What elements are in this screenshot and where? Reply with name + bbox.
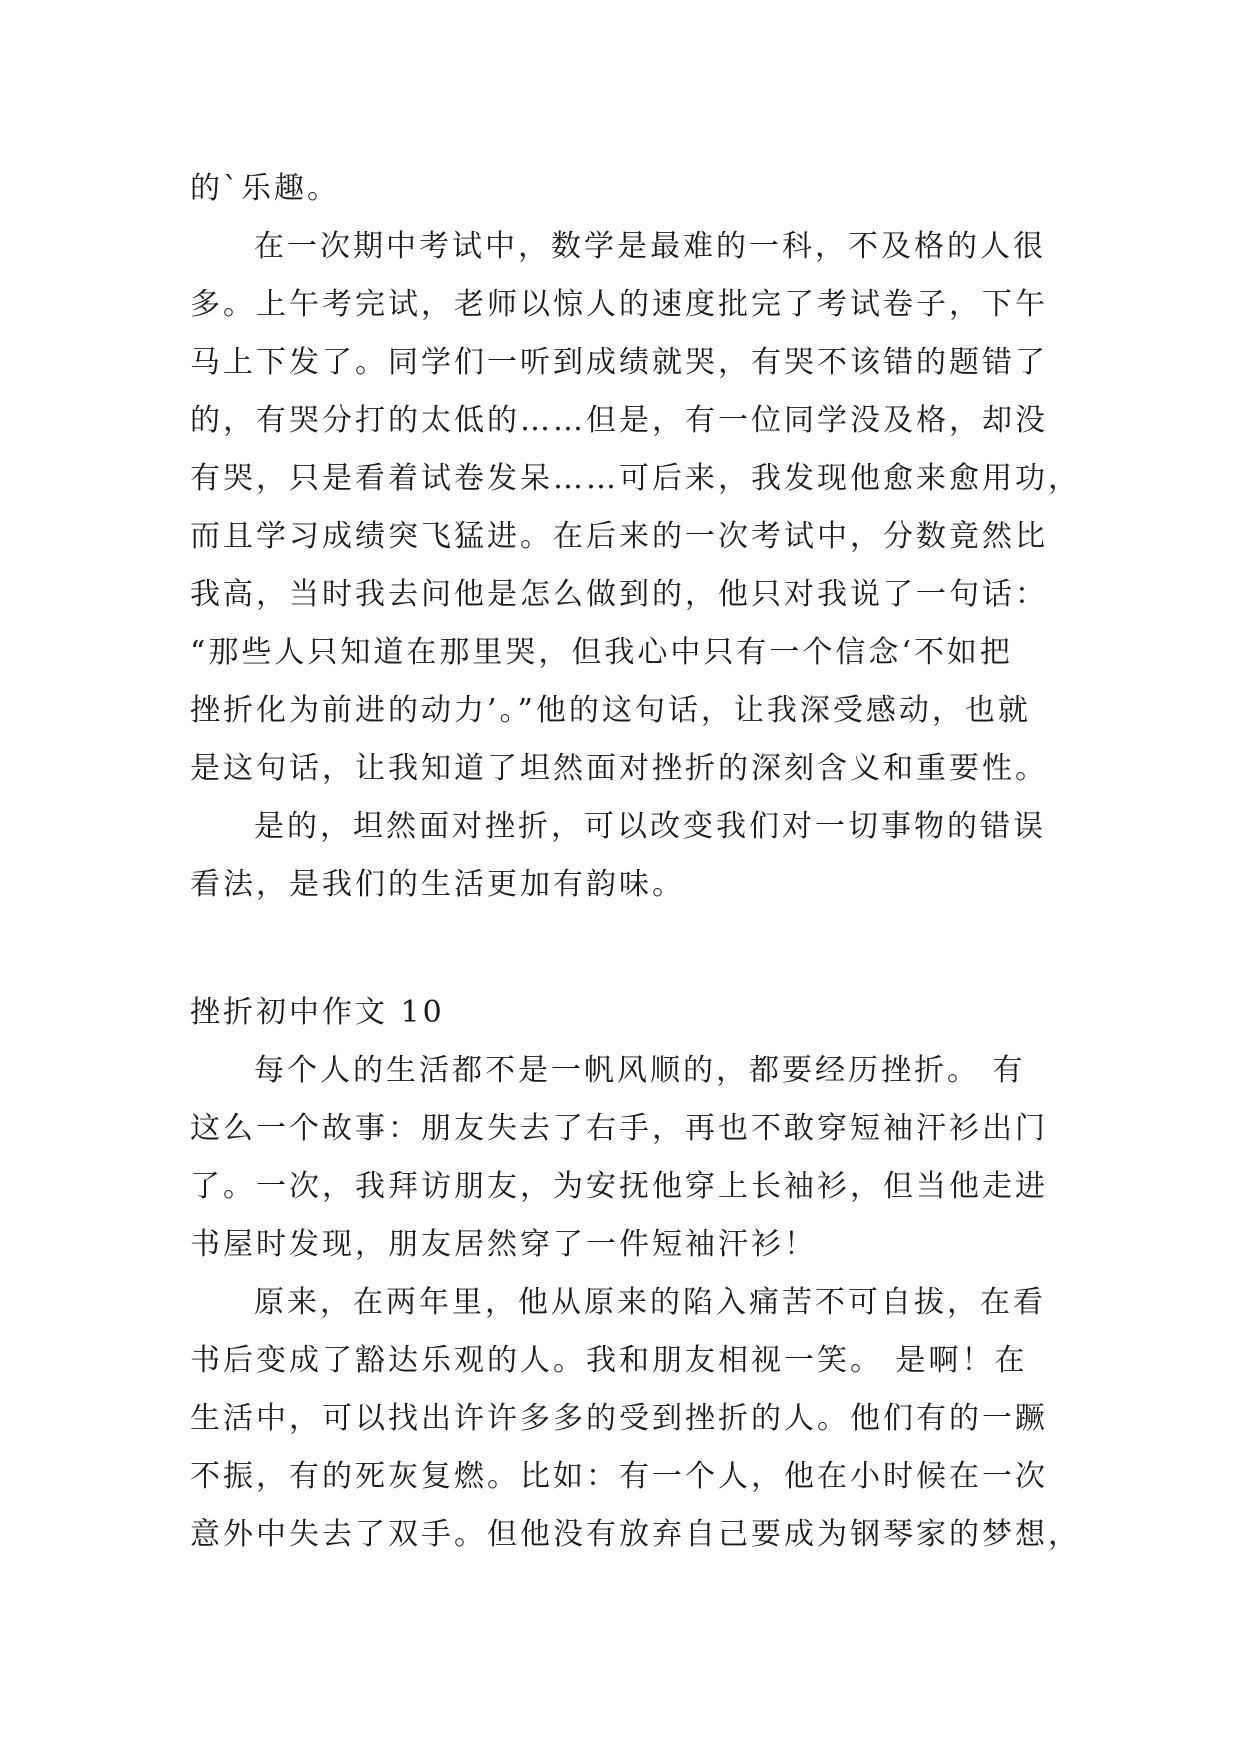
text-line: 书后变成了豁达乐观的人。我和朋友相视一笑。 是啊！在: [190, 1343, 1028, 1378]
text-line: 的，有哭分打的太低的……但是，有一位同学没及格，却没: [190, 403, 1048, 438]
text-line: 这么一个故事：朋友失去了右手，再也不敢穿短袖汗衫出门: [190, 1111, 1048, 1146]
text-line: “那些人只知道在那里哭，但我心中只有一个信念‘不如把: [190, 635, 1013, 670]
paragraph-start-line: 每个人的生活都不是一帆风顺的，都要经历挫折。 有: [254, 1053, 1026, 1088]
text-line: 的`乐趣。: [190, 171, 340, 206]
paragraph-start-line: 在一次期中考试中，数学是最难的一科，不及格的人很: [254, 229, 1046, 264]
text-line: 是这句话，让我知道了坦然面对挫折的深刻含义和重要性。: [190, 751, 1048, 786]
text-line: 意外中失去了双手。但他没有放弃自己要成为钢琴家的梦想，: [190, 1517, 1081, 1552]
text-line: 挫折化为前进的动力’。”他的这句话，让我深受感动，也就: [190, 693, 1031, 728]
text-line: 有哭，只是看着试卷发呆……可后来，我发现他愈来愈用功，: [190, 461, 1081, 496]
text-line: 不振，有的死灰复燃。比如：有一个人，他在小时候在一次: [190, 1459, 1048, 1494]
text-line: 生活中，可以找出许许多多的受到挫折的人。他们有的一蹶: [190, 1401, 1048, 1436]
document-body: [190, 160, 1081, 1564]
section-title: 挫折初中作文 10: [190, 995, 445, 1030]
text-line: 马上下发了。同学们一听到成绩就哭，有哭不该错的题错了: [190, 345, 1048, 380]
text-line: 看法，是我们的生活更加有韵味。: [190, 867, 685, 902]
text-line: 我高，当时我去问他是怎么做到的，他只对我说了一句话：: [190, 577, 1048, 612]
paragraph-start-line: 是的，坦然面对挫折，可以改变我们对一切事物的错误: [254, 809, 1046, 844]
section-gap: [190, 914, 1052, 984]
text-line: 了。一次，我拜访朋友，为安抚他穿上长袖衫，但当他走进: [190, 1169, 1048, 1204]
text-line: 书屋时发现，朋友居然穿了一件短袖汗衫！: [190, 1227, 817, 1262]
text-line: 而且学习成绩突飞猛进。在后来的一次考试中，分数竟然比: [190, 519, 1048, 554]
text-line: 多。上午考完试，老师以惊人的速度批完了考试卷子，下午: [190, 287, 1048, 322]
paragraph-start-line: 原来，在两年里，他从原来的陷入痛苦不可自拔，在看: [254, 1285, 1046, 1320]
